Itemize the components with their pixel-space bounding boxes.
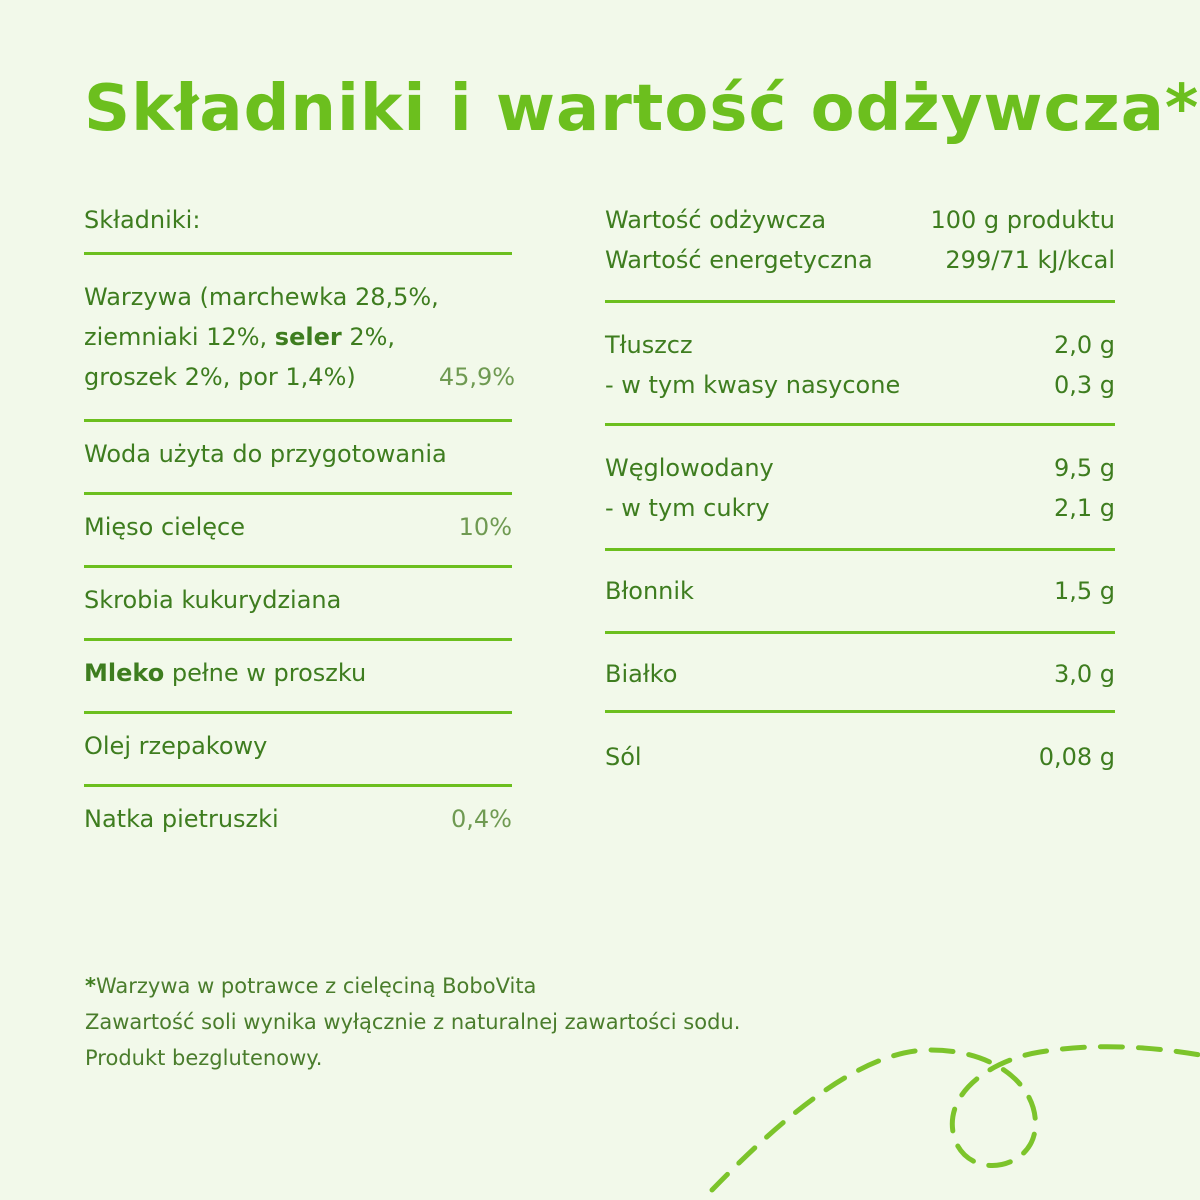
ingredient-veal-percent: 10%: [458, 513, 512, 541]
ingredient-row-parsley: Natka pietruszki 0,4%: [84, 787, 512, 857]
nutrition-sugars-row: - w tym cukry 2,1 g: [605, 494, 1115, 522]
nutrition-saturated-row: - w tym kwasy nasycone 0,3 g: [605, 371, 1115, 399]
footnote-line-2: Zawartość soli wynika wyłącznie z naturalnej zawartości sodu.: [85, 1010, 741, 1034]
nutrition-salt-row: Sól 0,08 g: [605, 743, 1115, 771]
ingredients-header-label: Składniki:: [84, 206, 201, 234]
ingredient-row-oil: Olej rzepakowy: [84, 732, 268, 760]
ingredient-row-veal: Mięso cielęce 10%: [84, 495, 512, 565]
nutrition-protein-row: Białko 3,0 g: [605, 660, 1115, 688]
ingredient-vegetables-percent: 45,9%: [438, 363, 516, 391]
nutrition-energy-row: Wartość energetyczna 299/71 kJ/kcal: [605, 246, 1115, 274]
nutrition-carbs-row: Węglowodany 9,5 g: [605, 454, 1115, 482]
allergen-highlight: seler: [274, 323, 342, 351]
nutrition-fiber-row: Błonnik 1,5 g: [605, 577, 1115, 605]
ingredient-row-milk: Mleko pełne w proszku: [84, 659, 367, 687]
allergen-highlight: Mleko: [84, 659, 165, 687]
ingredient-parsley-percent: 0,4%: [451, 805, 512, 833]
swirl-path: [712, 1047, 1200, 1190]
ingredient-row-water: Woda użyta do przygotowania: [84, 440, 447, 468]
ingredient-vegetables-label: Warzywa (marchewka 28,5%, ziemniaki 12%, seler 2%, groszek 2%, por 1,4%): [84, 283, 439, 391]
nutrition-header-row: Wartość odżywcza 100 g produktu: [605, 206, 1115, 234]
footnote-line-1: *Warzywa w potrawce z cielęciną BoboVita: [85, 974, 537, 998]
footnote-line-3: Produkt bezglutenowy.: [85, 1046, 323, 1070]
nutrition-fat-row: Tłuszcz 2,0 g: [605, 331, 1115, 359]
page-title: Składniki i wartość odżywcza*: [84, 72, 1200, 146]
ingredient-row-starch: Skrobia kukurydziana: [84, 586, 342, 614]
